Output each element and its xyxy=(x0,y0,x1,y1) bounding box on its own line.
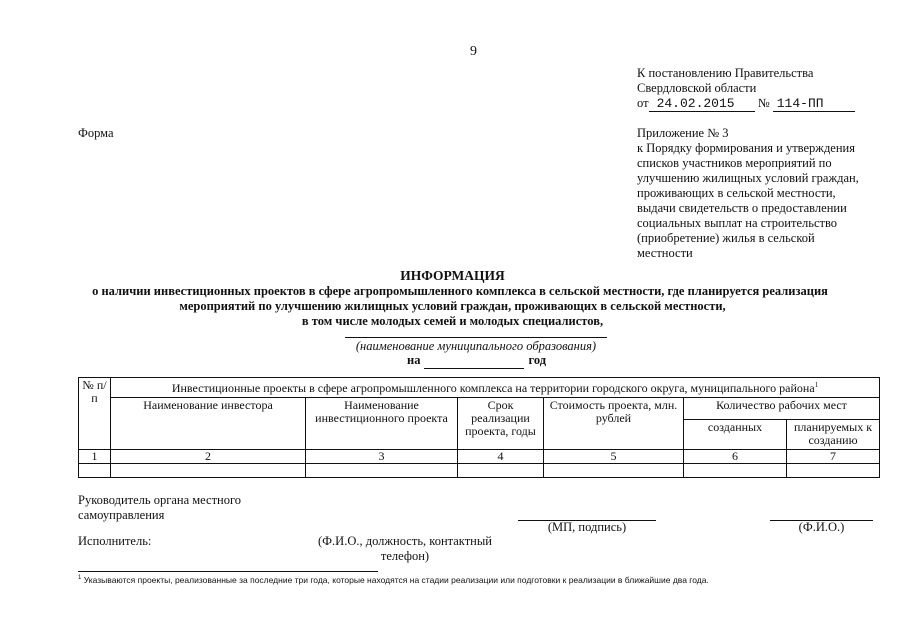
resolution-number: 114-ПП xyxy=(773,96,855,112)
header-footnote-mark: 1 xyxy=(814,381,819,389)
year-label: год xyxy=(528,353,547,367)
head-of-authority xyxy=(78,493,241,523)
header-jobs: Количество рабочих мест xyxy=(684,398,880,420)
footnote-text: Указываются проекты, реализованные за последние три года, которые находятся на стадии реализации или подготовки к реализации в ближайшие два года. xyxy=(83,575,709,585)
resolution-block xyxy=(637,66,855,112)
executor-label: Исполнитель: xyxy=(78,534,152,548)
executor-caption-line-1: (Ф.И.О., должность, контактный xyxy=(318,534,492,548)
header-project: Наименование инвестиционного проекта xyxy=(306,398,458,450)
empty-cell xyxy=(684,464,787,478)
table-number-row xyxy=(79,450,880,464)
municipality-line xyxy=(345,337,607,338)
resolution-date-line xyxy=(637,96,855,112)
header-no: № п/п xyxy=(79,378,111,450)
resolution-from-label: от xyxy=(637,96,649,110)
resolution-line-1: К постановлению Правительства xyxy=(637,66,814,80)
empty-cell xyxy=(306,464,458,478)
appendix-title: Приложение № 3 xyxy=(637,126,729,140)
table-empty-row xyxy=(79,464,880,478)
table-header-row xyxy=(79,398,880,420)
header-investor: Наименование инвестора xyxy=(111,398,306,450)
header-term: Срок реализации проекта, годы xyxy=(458,398,544,450)
head-line-2: самоуправления xyxy=(78,508,165,522)
fio-caption: (Ф.И.О.) xyxy=(798,520,845,534)
table-header-row xyxy=(79,378,880,398)
column-number: 7 xyxy=(787,450,880,464)
document-title: ИНФОРМАЦИЯ xyxy=(400,268,505,283)
header-cost: Стоимость проекта, млн. рублей xyxy=(544,398,684,450)
resolution-date: 24.02.2015 xyxy=(649,96,755,112)
executor-caption xyxy=(300,534,510,564)
municipality-caption: (наименование муниципального образования) xyxy=(355,339,597,353)
head-line-1: Руководитель органа местного xyxy=(78,493,242,507)
footnote xyxy=(78,575,709,585)
empty-cell xyxy=(544,464,684,478)
header-span xyxy=(111,378,880,398)
column-number: 5 xyxy=(544,450,684,464)
heading-line-1: о наличии инвестиционных проектов в сфере агропромышленного комплекса в сельской местности, где планируется реализация xyxy=(92,284,828,298)
appendix-line: списков участников мероприятий по xyxy=(637,156,832,170)
column-number: 6 xyxy=(684,450,787,464)
executor-caption-line-2: телефон) xyxy=(380,549,430,563)
empty-cell xyxy=(458,464,544,478)
column-number: 4 xyxy=(458,450,544,464)
column-number: 3 xyxy=(306,450,458,464)
year-line xyxy=(407,353,546,369)
appendix-line: проживающих в сельской местности, xyxy=(637,186,836,200)
resolution-line-2: Свердловской области xyxy=(637,81,757,95)
appendix-line: местности xyxy=(637,246,693,260)
header-planned: планируемых к созданию xyxy=(787,420,880,450)
empty-cell xyxy=(787,464,880,478)
heading-line-3: в том числе молодых семей и молодых специалистов, xyxy=(301,314,604,328)
projects-table xyxy=(78,377,880,478)
appendix-line: выдачи свидетельств о предоставлении xyxy=(637,201,847,215)
appendix-line: улучшению жилищных условий граждан, xyxy=(637,171,859,185)
footnote-mark: 1 xyxy=(78,575,82,582)
heading-line-2: мероприятий по улучшению жилищных условий граждан, проживающих в сельской местности, xyxy=(179,299,726,313)
empty-cell xyxy=(111,464,306,478)
header-span-text: Инвестиционные проекты в сфере агропромышленного комплекса на территории городского округа, муниципального района xyxy=(171,381,815,395)
form-label: Форма xyxy=(78,126,114,140)
column-number: 2 xyxy=(111,450,306,464)
year-blank xyxy=(424,353,524,369)
column-number: 1 xyxy=(79,450,111,464)
footnote-separator xyxy=(78,571,378,572)
year-on-label: на xyxy=(407,353,421,367)
header-created: созданных xyxy=(684,420,787,450)
appendix-block xyxy=(637,126,887,261)
empty-cell xyxy=(79,464,111,478)
appendix-line: к Порядку формирования и утверждения xyxy=(637,141,855,155)
appendix-line: (приобретение) жилья в сельской xyxy=(637,231,815,245)
stamp-caption: (МП, подпись) xyxy=(547,520,627,534)
page-number: 9 xyxy=(470,44,477,59)
appendix-line: социальных выплат на строительство xyxy=(637,216,838,230)
resolution-number-label: № xyxy=(757,96,770,110)
